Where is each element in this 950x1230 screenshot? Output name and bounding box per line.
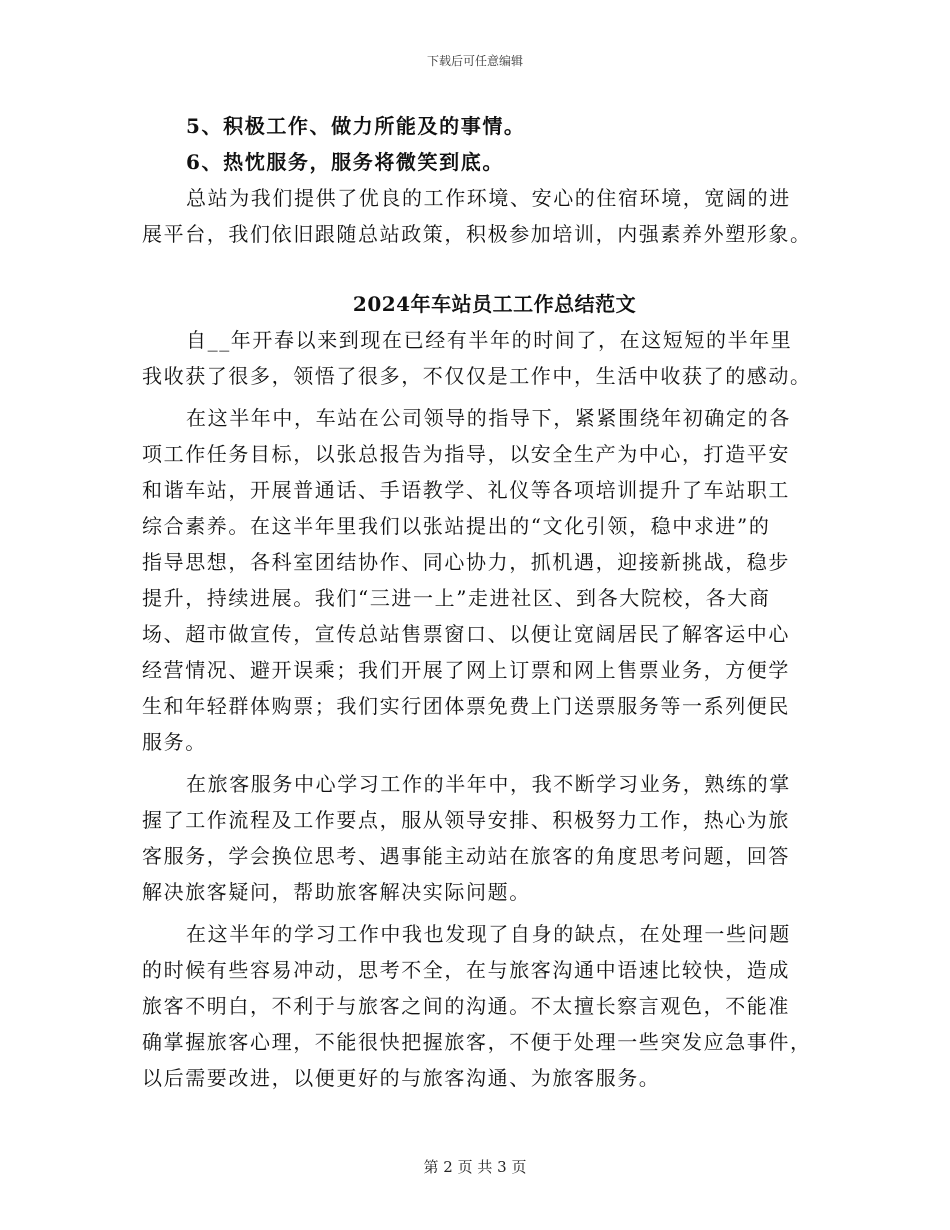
paragraph-line: 解决旅客疑问，帮助旅客解决实际问题。	[142, 880, 531, 904]
paragraph-3	[142, 766, 807, 910]
paragraph-line: 在旅客服务中心学习工作的半年中，我不断学习业务，熟练的掌	[186, 772, 791, 796]
paragraph-line: 生和年轻群体购票；我们实行团体票免费上门送票服务等一系列便民	[142, 694, 790, 718]
paragraph-line: 以后需要改进，以便更好的与旅客沟通、为旅客服务。	[142, 1066, 661, 1090]
paragraph-line: 和谐车站，开展普通话、手语教学、礼仪等各项培训提升了车站职工	[142, 478, 790, 502]
page-number: 第 2 页 共 3 页	[423, 1158, 527, 1176]
closing-line-1: 总站为我们提供了优良的工作环境、安心的住宿环境，宽阔的进	[186, 186, 791, 210]
closing-line-2: 展平台，我们依旧跟随总站政策，积极参加培训，内强素养外塑形象。	[142, 222, 812, 246]
paragraph-line: 服务。	[142, 730, 207, 754]
paragraph-line: 的时候有些容易冲动，思考不全，在与旅客沟通中语速比较快，造成	[142, 958, 790, 982]
paragraph-line: 客服务，学会换位思考、遇事能主动站在旅客的角度思考问题，回答	[142, 844, 790, 868]
paragraph-line: 在这半年的学习工作中我也发现了自身的缺点，在处理一些问题	[186, 922, 791, 946]
page-header: 下载后可任意编辑	[426, 54, 523, 68]
paragraph-line: 综合素养。在这半年里我们以张站提出的“文化引领，稳中求进”的	[142, 514, 771, 538]
article-title: 2024年车站员工工作总结范文	[352, 292, 637, 316]
paragraph-1	[142, 322, 812, 394]
paragraph-line: 项工作任务目标，以张总报告为指导，以安全生产为中心，打造平安	[142, 442, 790, 466]
paragraph-line: 提升，持续进展。我们“三进一上”走进社区、到各大院校，各大商	[142, 586, 771, 610]
paragraph-line: 握了工作流程及工作要点，服从领导安排、积极努力工作，热心为旅	[142, 808, 790, 832]
paragraph-line: 指导思想，各科室团结协作、同心协力，抓机遇，迎接新挑战，稳步	[142, 550, 790, 574]
paragraph-line: 场、超市做宣传，宣传总站售票窗口、以便让宽阔居民了解客运中心	[142, 622, 790, 646]
paragraph-4	[142, 916, 812, 1096]
paragraph-line: 确掌握旅客心理，不能很快把握旅客，不便于处理一些突发应急事件，	[142, 1030, 812, 1054]
list-item-5: 5、积极工作、做力所能及的事情。	[186, 114, 526, 138]
paragraph-line: 在这半年中，车站在公司领导的指导下，紧紧围绕年初确定的各	[186, 406, 791, 430]
paragraph-line: 经营情况、避开误乘；我们开展了网上订票和网上售票业务，方便学	[142, 658, 790, 682]
paragraph-line: 旅客不明白，不利于与旅客之间的沟通。不太擅长察言观色，不能准	[142, 994, 790, 1018]
paragraph-line: 我收获了很多，领悟了很多，不仅仅是工作中，生活中收获了的感动。	[142, 364, 812, 388]
paragraph-2	[142, 400, 807, 760]
paragraph-line: 自__年开春以来到现在已经有半年的时间了，在这短短的半年里	[186, 328, 793, 352]
document-body	[142, 108, 812, 1096]
list-item-6: 6、热忱服务，服务将微笑到底。	[186, 150, 504, 174]
